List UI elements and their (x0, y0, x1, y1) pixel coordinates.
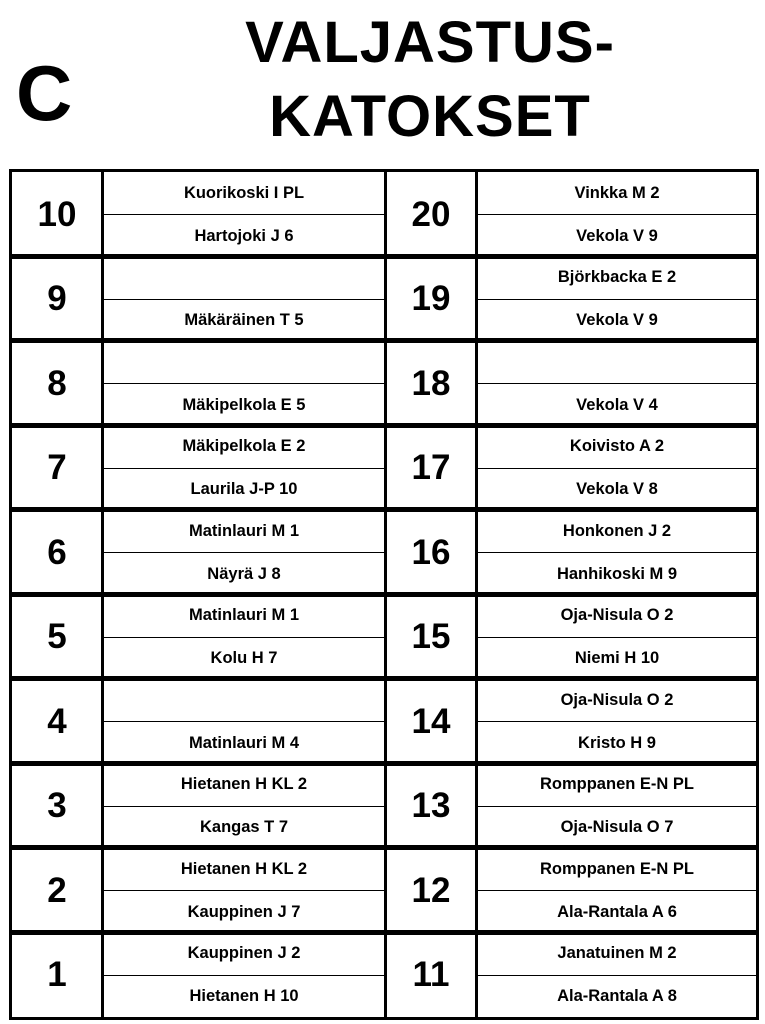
occupant-name: Kangas T 7 (199, 818, 289, 836)
occupant-name: Vinkka M 2 (574, 183, 660, 202)
stall-occupants (478, 257, 756, 342)
occupant-name: Vekola V 4 (576, 395, 658, 414)
stall-number: 15 (411, 617, 451, 656)
occupant-name: Kauppinen J 2 (187, 944, 301, 962)
stall-occupants (478, 341, 756, 426)
stall-row (12, 510, 756, 595)
occupant-name: Matinlauri M 1 (188, 521, 299, 540)
occupant-name: Matinlauri M 4 (188, 733, 299, 752)
stall-occupants (478, 933, 756, 1018)
occupant-name: Hartojoki J 6 (194, 226, 294, 245)
stall-number: 16 (411, 532, 451, 572)
stall-occupants (104, 257, 384, 342)
stall-row (12, 595, 756, 680)
stall-number: 7 (47, 448, 67, 487)
occupant-name: Niemi H 10 (574, 649, 660, 667)
occupant-name: Näyrä J 8 (207, 564, 281, 583)
occupant-name: Björkbacka E 2 (557, 268, 677, 286)
stall-row (12, 426, 756, 511)
stall-number: 18 (411, 363, 451, 403)
occupant-name: Mäkipelkola E 5 (182, 395, 306, 414)
stall-row (12, 172, 756, 257)
stall-occupants (478, 848, 756, 933)
stall-occupants (478, 510, 756, 595)
occupant-name: Hietanen H KL 2 (180, 859, 308, 878)
occupant-name: Vekola V 9 (576, 311, 658, 329)
occupant-name: Romppanen E-N PL (539, 775, 694, 793)
occupant-name (478, 341, 756, 383)
stall-number: 4 (47, 701, 67, 741)
stall-number: 5 (47, 617, 67, 656)
section-letter: C (16, 49, 73, 137)
stall-occupants (478, 679, 756, 764)
occupant-name: Oja-Nisula O 7 (560, 818, 674, 836)
stall-number: 20 (411, 194, 451, 234)
occupant-name: Kristo H 9 (578, 733, 656, 752)
page-title-line-1: VALJASTUS- (245, 10, 615, 75)
occupant-name: Matinlauri M 1 (188, 606, 299, 624)
occupant-name: Mäkäräinen T 5 (184, 311, 304, 329)
occupant-name: Oja-Nisula O 2 (560, 606, 674, 624)
stall-board (9, 169, 759, 1020)
occupant-name: Oja-Nisula O 2 (560, 690, 674, 709)
page-title-line-2: KATOKSET (269, 84, 591, 149)
stall-occupants (104, 764, 384, 849)
occupant-name: Ala-Rantala A 8 (557, 987, 677, 1005)
stall-occupants (104, 510, 384, 595)
occupant-name: Hietanen H KL 2 (180, 775, 308, 793)
stall-number: 13 (411, 786, 451, 825)
occupant-name: Hietanen H 10 (189, 987, 299, 1005)
stall-occupants (104, 341, 384, 426)
occupant-name (104, 679, 384, 721)
stall-row (12, 848, 756, 933)
occupant-name: Vekola V 9 (576, 226, 658, 245)
occupant-name: Kuorikoski I PL (183, 183, 305, 202)
occupant-name: Janatuinen M 2 (557, 944, 677, 962)
stall-row (12, 679, 756, 764)
occupant-name: Romppanen E-N PL (539, 859, 694, 878)
stall-row (12, 341, 756, 426)
stall-number: 19 (411, 279, 451, 318)
occupant-name: Mäkipelkola E 2 (182, 437, 306, 455)
stall-number: 10 (37, 194, 77, 234)
occupant-name: Kolu H 7 (210, 649, 278, 667)
occupant-name: Vekola V 8 (576, 480, 658, 498)
stall-row (12, 933, 756, 1018)
stall-number: 6 (47, 532, 67, 572)
stall-number: 2 (47, 870, 67, 910)
occupant-name: Kauppinen J 7 (187, 902, 301, 921)
occupant-name: Hanhikoski M 9 (556, 564, 678, 583)
stall-occupants (104, 426, 384, 511)
stall-row (12, 764, 756, 849)
occupant-name: Laurila J-P 10 (190, 480, 298, 498)
stall-number: 8 (47, 363, 67, 403)
occupant-name: Koivisto A 2 (569, 437, 665, 455)
stall-number: 17 (411, 448, 451, 487)
stall-number: 11 (412, 955, 450, 994)
stall-number: 3 (47, 786, 67, 825)
occupant-name: Ala-Rantala A 6 (557, 902, 677, 921)
stall-occupants (478, 172, 756, 257)
occupant-name: Honkonen J 2 (562, 521, 672, 540)
stall-number: 12 (411, 870, 451, 910)
stall-occupants (478, 426, 756, 511)
stall-occupants (104, 595, 384, 680)
stall-number: 9 (47, 279, 67, 318)
stall-number: 14 (411, 701, 451, 741)
stall-row (12, 257, 756, 342)
stall-occupants (478, 595, 756, 680)
stall-occupants (104, 933, 384, 1018)
stall-occupants (104, 848, 384, 933)
stall-occupants (478, 764, 756, 849)
stall-occupants (104, 679, 384, 764)
stall-number: 1 (47, 955, 67, 994)
occupant-name (104, 257, 384, 299)
stall-occupants (104, 172, 384, 257)
occupant-name (104, 341, 384, 383)
